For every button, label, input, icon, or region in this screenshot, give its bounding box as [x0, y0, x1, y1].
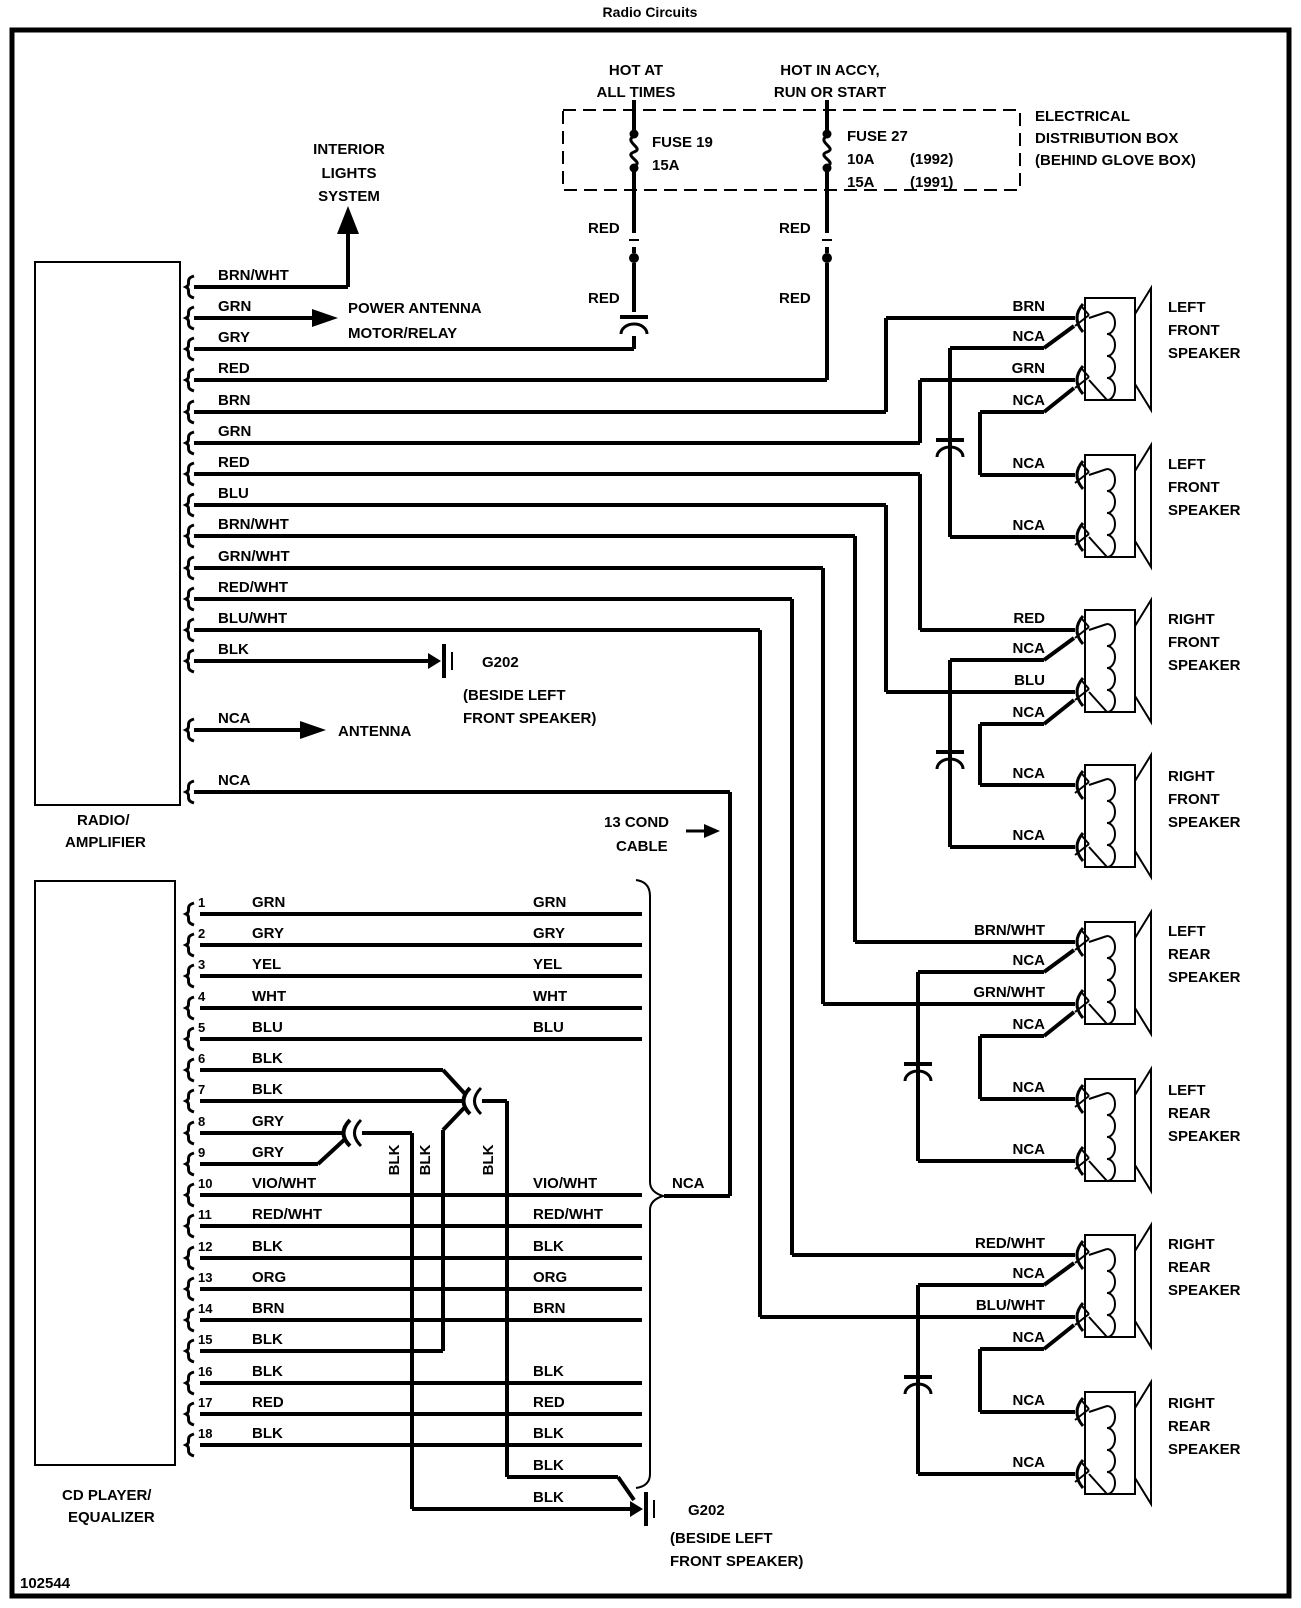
wire2-upper-label: RED: [779, 220, 811, 237]
radio-pin-label: BRN: [218, 392, 251, 409]
feed2-label: HOT IN ACCY,: [780, 62, 880, 79]
cd-wire-right-label: BLK: [533, 1363, 564, 1380]
cd-pin-number: 2: [198, 926, 206, 941]
power-antenna-label1: POWER ANTENNA: [348, 300, 482, 317]
radio-pin-label: NCA: [218, 772, 251, 789]
cd-pin-color: GRY: [252, 1113, 284, 1130]
up-arrow-icon: [337, 206, 359, 234]
cd-pin-number: 13: [198, 1270, 213, 1285]
cable-callout: [604, 814, 720, 855]
radio-pin-label: BLU: [218, 485, 249, 502]
interior-lights-label1: INTERIOR: [313, 141, 385, 158]
cd-ground-loc1: (BESIDE LEFT: [670, 1530, 773, 1547]
distribution-box-label2: DISTRIBUTION BOX: [1035, 130, 1179, 147]
speaker-name: LEFT: [1168, 456, 1206, 473]
speaker-name: REAR: [1168, 1418, 1211, 1435]
page-title: Radio Circuits: [602, 4, 698, 20]
speaker-name: REAR: [1168, 946, 1211, 963]
interior-lights-system: [313, 141, 385, 287]
cd-pin-number: 4: [198, 989, 206, 1004]
wire-label: BLU/WHT: [975, 1297, 1045, 1314]
cd-wire-right-label: RED/WHT: [533, 1206, 603, 1223]
cd-pin-number: 17: [198, 1395, 213, 1410]
radio-pin-label: RED: [218, 454, 250, 471]
cd-wire-right-label: VIO/WHT: [533, 1175, 598, 1192]
cd-player-equalizer: [35, 881, 803, 1570]
cd-pin-number: 18: [198, 1426, 213, 1441]
cd-pin-color: BLU: [252, 1019, 283, 1036]
doc-number: 102544: [20, 1575, 71, 1592]
cd-pin-color: GRY: [252, 925, 284, 942]
radio-ground-loc1: (BESIDE LEFT: [463, 687, 566, 704]
left-front-speaker-1: [1075, 288, 1151, 410]
left-front-speaker-2: [1075, 445, 1151, 567]
fuse-19-symbol: [630, 130, 639, 173]
wire-label: NCA: [1012, 1141, 1045, 1158]
right-arrow-icon: [300, 721, 326, 739]
speaker-name: REAR: [1168, 1259, 1211, 1276]
cd-wire-right-label: GRY: [533, 925, 565, 942]
fuse-feed-wires: [588, 190, 832, 380]
splice-dot: [822, 253, 832, 263]
wire-label: RED: [1013, 610, 1045, 627]
wire2-lower-label: RED: [779, 290, 811, 307]
wire-label: BLU: [1014, 672, 1045, 689]
radio-pin-label: BLK: [218, 641, 249, 658]
wire-label: NCA: [1012, 765, 1045, 782]
fuse2-name: FUSE 27: [847, 128, 908, 145]
radio-ground-symbol: [428, 644, 452, 678]
radio-ground-loc2: FRONT SPEAKER): [463, 710, 597, 727]
cd-pin-number: 8: [198, 1114, 206, 1129]
twist-wire-label: BLK: [417, 1144, 434, 1176]
cd-pin-number: 10: [198, 1176, 213, 1191]
speaker-pair-right-rear: [760, 1225, 1241, 1504]
cd-wire-right-label: BLU: [533, 1019, 564, 1036]
power-antenna-label2: MOTOR/RELAY: [348, 325, 458, 342]
wire-label: NCA: [1012, 455, 1045, 472]
fuse2-rating1: 10A: [847, 151, 875, 168]
cd-pin-color: RED/WHT: [252, 1206, 322, 1223]
twisted-pair-8-9: [344, 1120, 362, 1146]
cd-wire-right-label: ORG: [533, 1269, 568, 1286]
cd-ground-id: G202: [688, 1502, 725, 1519]
antenna-label: ANTENNA: [338, 723, 412, 740]
cd-wire-right-label: WHT: [533, 988, 568, 1005]
radio-pin-label: BRN/WHT: [218, 267, 289, 284]
twist-wire-label: BLK: [386, 1144, 403, 1176]
wire1-lower-label: RED: [588, 290, 620, 307]
left-rear-speaker-1: [1075, 912, 1151, 1034]
speaker-name: REAR: [1168, 1105, 1211, 1122]
wire-label: NCA: [1012, 517, 1045, 534]
cd-pin-color: BRN: [252, 1300, 285, 1317]
fuse1-name: FUSE 19: [652, 134, 713, 151]
wire-label: NCA: [1012, 1454, 1045, 1471]
speaker-name: SPEAKER: [1168, 969, 1241, 986]
cd-pin-color: GRY: [252, 1144, 284, 1161]
distribution-box-label3: (BEHIND GLOVE BOX): [1035, 152, 1196, 169]
fuse2-year1: (1992): [910, 151, 954, 168]
cd-wire-right-label: RED: [533, 1394, 565, 1411]
right-arrow-icon: [704, 824, 720, 838]
cd-pin-color: ORG: [252, 1269, 287, 1286]
wire-label: RED/WHT: [975, 1235, 1045, 1252]
radio-pin-label: BRN/WHT: [218, 516, 289, 533]
radio-pin-label: RED/WHT: [218, 579, 288, 596]
wire-label: NCA: [1012, 704, 1045, 721]
gry-line-connector: [620, 317, 648, 334]
cd-pin-number: 15: [198, 1332, 213, 1347]
cd-pin-color: BLK: [252, 1331, 283, 1348]
right-arrow-icon: [312, 309, 338, 327]
fuse2-rating2: 15A: [847, 174, 875, 191]
radio-name1: RADIO/: [77, 812, 130, 829]
left-rear-speaker-2: [1075, 1069, 1151, 1191]
cd-pin-color: RED: [252, 1394, 284, 1411]
wire-label: GRN/WHT: [973, 984, 1045, 1001]
wire-label: NCA: [1012, 827, 1045, 844]
speaker-name: SPEAKER: [1168, 814, 1241, 831]
cd-pin-number: 5: [198, 1020, 206, 1035]
speaker-name: FRONT: [1168, 634, 1220, 651]
cd-wire-right-label: GRN: [533, 894, 567, 911]
wire-label: NCA: [1012, 328, 1045, 345]
wire-label: NCA: [1012, 952, 1045, 969]
cable-nca-label: NCA: [672, 1175, 705, 1192]
twisted-pair-6-7: [464, 1088, 482, 1114]
wire-label: BRN/WHT: [974, 922, 1045, 939]
speaker-name: RIGHT: [1168, 1395, 1215, 1412]
speaker-pair-right-front: [886, 600, 1241, 877]
cd-pin-number: 11: [198, 1207, 212, 1222]
speaker-name: SPEAKER: [1168, 657, 1241, 674]
wire-label: NCA: [1012, 1329, 1045, 1346]
cd-pin-color: BLK: [252, 1238, 283, 1255]
cd-pin-color: BLK: [252, 1050, 283, 1067]
radio-pin-label: GRN: [218, 298, 252, 315]
cd-pin-color: GRN: [252, 894, 286, 911]
cable-label2: CABLE: [616, 838, 668, 855]
right-rear-speaker-1: [1075, 1225, 1151, 1347]
speaker-name: SPEAKER: [1168, 1282, 1241, 1299]
speaker-name: RIGHT: [1168, 1236, 1215, 1253]
wire-label: BRN: [1012, 298, 1045, 315]
fuse1-rating: 15A: [652, 157, 680, 174]
feed1-label: HOT AT: [608, 62, 664, 79]
radio-ground-id: G202: [482, 654, 519, 671]
cd-pin-color: YEL: [252, 956, 282, 973]
cd-pin-number: 14: [198, 1301, 213, 1316]
cd-wire-right-label: BRN: [533, 1300, 566, 1317]
feed2-label2: RUN OR START: [773, 84, 887, 101]
cd-pin-number: 12: [198, 1239, 213, 1254]
speaker-name: LEFT: [1168, 923, 1206, 940]
speaker-pair-left-rear: [823, 912, 1241, 1191]
radio-pin-label: BLU/WHT: [218, 610, 288, 627]
cd-pin-color: VIO/WHT: [252, 1175, 317, 1192]
fuse-27-symbol: [823, 130, 832, 173]
cd-name2: EQUALIZER: [68, 1509, 155, 1526]
speaker-pair-left-front: [886, 288, 1241, 567]
speaker-name: RIGHT: [1168, 768, 1215, 785]
radio-amplifier-box: [35, 262, 180, 805]
wire-label: NCA: [1012, 1265, 1045, 1282]
radio-pin-label: RED: [218, 360, 250, 377]
electrical-distribution-box: [563, 62, 1196, 191]
cd-wire-right-label: BLK: [533, 1238, 564, 1255]
right-front-speaker-2: [1075, 755, 1151, 877]
speaker-name: SPEAKER: [1168, 502, 1241, 519]
radio-pin-label: GRY: [218, 329, 250, 346]
cd-pin-number: 7: [198, 1082, 206, 1097]
speaker-name: FRONT: [1168, 322, 1220, 339]
speaker-name: SPEAKER: [1168, 345, 1241, 362]
speaker-name: FRONT: [1168, 479, 1220, 496]
cd-pin-color: WHT: [252, 988, 287, 1005]
twist-wire-label: BLK: [480, 1144, 497, 1176]
cd-pin-number: 3: [198, 957, 206, 972]
wire-label: NCA: [1012, 1392, 1045, 1409]
speaker-name: SPEAKER: [1168, 1128, 1241, 1145]
radio-pin-label: GRN: [218, 423, 252, 440]
wire-label: NCA: [1012, 1016, 1045, 1033]
cable-brace: [636, 880, 730, 1488]
cd-wire-right-label: YEL: [533, 956, 563, 973]
cd-pin-number: 1: [198, 895, 206, 910]
speaker-name: FRONT: [1168, 791, 1220, 808]
speaker-name: LEFT: [1168, 1082, 1206, 1099]
radio-pin-label: NCA: [218, 710, 251, 727]
cd-name1: CD PLAYER/: [62, 1487, 152, 1504]
wire-label: NCA: [1012, 640, 1045, 657]
cd-wire-right-label: BLK: [533, 1425, 564, 1442]
interior-lights-label3: SYSTEM: [318, 188, 380, 205]
wire-label: NCA: [1012, 1079, 1045, 1096]
speaker-name: LEFT: [1168, 299, 1206, 316]
radio-name2: AMPLIFIER: [65, 834, 146, 851]
right-rear-speaker-2: [1075, 1382, 1151, 1504]
cd-pin-number: 9: [198, 1145, 206, 1160]
distribution-box-label1: ELECTRICAL: [1035, 108, 1130, 125]
cd-pin-number: 16: [198, 1364, 213, 1379]
radio-pin-label: GRN/WHT: [218, 548, 290, 565]
cd-pin-color: BLK: [252, 1081, 283, 1098]
cd-wire-right-label: BLK: [533, 1457, 564, 1474]
cd-ground-loc2: FRONT SPEAKER): [670, 1553, 804, 1570]
cd-pin-number: 6: [198, 1051, 206, 1066]
wire1-upper-label: RED: [588, 220, 620, 237]
cd-wire-right-label: BLK: [533, 1489, 564, 1506]
feed1-label2: ALL TIMES: [596, 84, 676, 101]
cd-player-box: [35, 881, 175, 1465]
speaker-name: RIGHT: [1168, 611, 1215, 628]
speaker-name: SPEAKER: [1168, 1441, 1241, 1458]
splice-dot: [629, 253, 639, 263]
right-front-speaker-1: [1075, 600, 1151, 722]
cd-pin-color: BLK: [252, 1363, 283, 1380]
wire-label: GRN: [1011, 360, 1045, 377]
fuse2-year2: (1991): [910, 174, 954, 191]
cd-pin-color: BLK: [252, 1425, 283, 1442]
interior-lights-label2: LIGHTS: [321, 165, 377, 182]
cable-label1: 13 COND: [604, 814, 670, 831]
wire-label: NCA: [1012, 392, 1045, 409]
